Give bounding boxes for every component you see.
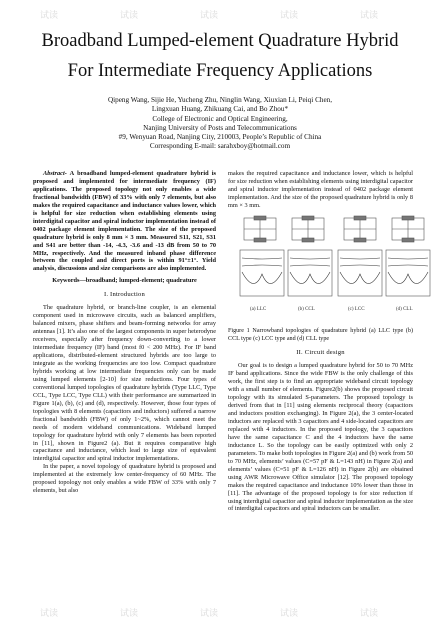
figure-label-a: (a) LLC xyxy=(250,306,267,312)
watermark-glyph: 试读 xyxy=(40,609,59,619)
watermark-glyph: 试读 xyxy=(280,609,299,619)
schematic-c xyxy=(344,216,376,242)
abstract-text: A broadband lumped-element quadrature hybrid is proposed and implemented for intermediate frequency (IF) applications. The proposed topology not only enables a wide fractional bandwidth (FBW) of 33% with only 7 elements, but also makes the required capacitance and inductance values lower, which is helpful for size reduction when establishing elements using interdigital capacitor and spiral inductor implementation instead of 0402 package element implementation. The size of the proposed quadrature hybrid is only 8 mm × 3 mm. Measured S11, S21, S31 and S41 are better than -14, -4.3, -3.6 and -13 dB from 50 to 70 MHz, respectively. And the measured inband phase difference between the coupled and direct ports is within 91°±1°. Yield analysis, discussions and size comparisons are also implemented. xyxy=(33,170,216,273)
keywords: Keywords—broadband; lumped-element; quadrature xyxy=(52,277,197,285)
corresponding-email: Corresponding E-mail: sarahxboy@hotmail.com xyxy=(149,142,291,151)
plot-d xyxy=(386,250,430,296)
figure-label-c: (c) LCC xyxy=(348,306,365,312)
watermark-glyph: 试读 xyxy=(40,11,59,21)
right-column xyxy=(228,170,413,513)
left-column xyxy=(33,170,216,495)
author-names-1: Qipeng Wang, Sijie He, Yucheng Zhu, Ninglin Wang, Xiuxian Li, Peiqi Chen, xyxy=(107,96,333,104)
plot-a xyxy=(240,250,284,296)
abstract xyxy=(33,170,216,273)
figure-label-d: (d) CLL xyxy=(396,306,413,312)
intro-paragraph-2: In the paper, a novel topology of quadrature hybrid is proposed and implemented at the extremely low center-frequency of 60 MHz. The proposed topology not only enables a wide FBW of 33% with only 7 elements, but also xyxy=(33,463,216,495)
author-names-2: Lingxuan Huang, Zhikuang Cai, and Bo Zhou* xyxy=(151,105,289,114)
paper-title-line-2: For Intermediate Frequency Applications xyxy=(67,61,373,81)
affiliation-2: Nanjing University of Posts and Telecommunications xyxy=(143,123,297,132)
section-heading-introduction: I. Introduction xyxy=(103,291,146,299)
plot-b xyxy=(288,250,332,296)
schematic-d xyxy=(392,216,424,242)
affiliation-3: #9, Wenyuan Road, Nanjing City, 210003, People’s Republic of China xyxy=(118,133,322,142)
schematic-b xyxy=(292,216,324,242)
design-paragraph: Our goal is to design a lumped quadrature hybrid for 50 to 70 MHz IF band applications. Since the wide FBW is the only challenge of this work, the first step is to find an appropriate wideband circuit topology with a small number of elements. Figure2(b) shows the proposed circuit topology with its simulated S-parameters. The proposed topology is derived from that in [11] using elements reciprocal theory (capacitors and inductors position exchanging). In Figure 2(a), the 3 center-located inductors are replaced with 3 capacitors and 4 side-located capacitors are replaced with 4 inductors. In the proposed topology, the 3 capacitors have the same capacitance C and the 4 inductors have the same inductance L. So the topology can be easily optimized with only 2 parameters. To make both topologies in Figure 2(a) and (b) work from 50 to 70 MHz, elements’ values (C=57 pF & L=143 nH) in Figure 2(a) and elements’ values (C=51 pF & L=126 nH) in Figure 2(b) are obtained using AWR Microwave Office simulator [12]. The proposed topology makes the required capacitance and inductance 10% lower than those in [11]. The advantage of the proposed topology is for size reduction if using interdigital capacitor and spiral inductor implementation as the size of interdigital capacitors and spiral inductors can be smaller. xyxy=(228,362,413,513)
watermark-glyph: 试读 xyxy=(280,11,299,21)
watermark-glyph: 试读 xyxy=(360,609,379,619)
intro-paragraph-1: The quadrature hybrid, or branch-line coupler, is an elemental component used in microwave circuits, such as balanced amplifiers, balanced mixers, phase shifters and beam-forming networks for array antennas [1]. It’s also one of the largest components in super heterodyne receivers, especially after frequency down-converting to a lower intermediate frequency (IF) band (most f0 < 200 MHz). For IF band applications, distributed-element structured hybrids are too large to integrate as the working frequencies are too low. Compact quadrature hybrids working at low intermediate frequencies only can be made using lumped elements [2-10] for size reductions. Four types of conventional lumped topologies of quadrature hybrids (Type LLC, Type CCL, Type LCC, Type CLL) with their performance are summarized in Figure 1(a), (b), (c) and (d), respectively. However, those four types of topologies with 8 elements (capacitors and inductors) suffered a narrow fractional bandwidth (FBW) of only 1~2%, which cannot meet the needs of modern wideband communications. Wideband lumped topology for quadrature hybrid with only 7 elements has been reported in [11], shown in Figure2 (a). But it requires comparative high capacitance and inductance, which lead to large size of equivalent interdigital capacitor and spiral inductor implementations. xyxy=(33,304,216,463)
figure-1 xyxy=(236,214,434,326)
continued-paragraph: makes the required capacitance and inductance lower, which is helpful for size reduction when establishing elements using interdigital capacitor and spiral inductor implementation instead of 0402 package element implementation. And the size of the proposed quadrature hybrid is only 8 mm × 3 mm. xyxy=(228,170,413,209)
affiliation-1: College of Electronic and Optical Engineering, xyxy=(152,114,288,123)
watermark-glyph: 试读 xyxy=(360,11,379,21)
figure-1-caption: Figure 1 Narrowband topologies of quadrature hybrid (a) LLC type (b) CCL type (c) LCC type and (d) CLL type xyxy=(228,327,413,342)
section-heading-circuit-design: II. Circuit design xyxy=(296,349,345,357)
paper-title-line-1: Broadband Lumped-element Quadrature Hybrid xyxy=(41,31,399,51)
watermark-glyph: 试读 xyxy=(120,609,139,619)
watermark-glyph: 试读 xyxy=(120,11,139,21)
figure-1-graphic xyxy=(236,214,434,314)
watermark-glyph: 试读 xyxy=(200,609,219,619)
schematic-a xyxy=(244,216,276,242)
figure-label-b: (b) CCL xyxy=(298,306,315,312)
abstract-label: Abstract- xyxy=(43,170,67,177)
author-block xyxy=(40,96,400,152)
watermark-glyph: 试读 xyxy=(200,11,219,21)
plot-c xyxy=(338,250,382,296)
